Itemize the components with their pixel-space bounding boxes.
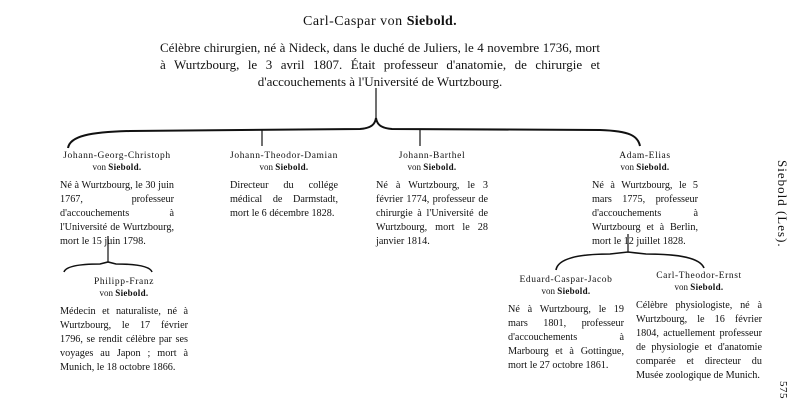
grandchild-von xyxy=(508,286,624,297)
root-person-description: Célèbre chirurgien, né à Nideck, dans le duché de Juliers, le 4 novembre 1736, mort à Wurtzbourg, le 3 avril 1807. Était professeur d'anatomie, de chirurgie et d'accouchements à l'Université de Wurtzbourg. xyxy=(160,40,600,89)
surname-text: Siebold. xyxy=(423,162,457,172)
von-text: von xyxy=(99,288,114,298)
grandchild-name: Carl-Theodor-Ernst xyxy=(656,271,742,281)
grandchild-description: Médecin et naturaliste, né à Wurtzbourg, le 17 février 1796, se rendit célèbre par ses voyages au Japon ; mort à Munich, le 18 octobre 1866. xyxy=(60,306,188,373)
grandchild-description: Célèbre physiologiste, né à Wurtzbourg, le 16 février 1804, actuellement professeur de physiologie et d'anatomie comparée et directeur du Musée zoologique de Munich. xyxy=(636,300,762,381)
grandchild-name: Philipp-Franz xyxy=(93,277,155,287)
grandchild-von xyxy=(636,282,762,293)
child-name: Johann-Theodor-Damian xyxy=(230,151,338,161)
von-text: von xyxy=(407,162,422,172)
child-von xyxy=(230,162,338,173)
von-text: von xyxy=(541,286,556,296)
grandchild-name: Eduard-Caspar-Jacob xyxy=(519,275,613,285)
child-von xyxy=(592,162,698,173)
child-johann-barthel xyxy=(376,150,488,249)
surname-text: Siebold. xyxy=(115,288,149,298)
child-adam-elias xyxy=(592,150,698,249)
child-von xyxy=(60,162,174,173)
side-running-title: Siebold (Les). xyxy=(775,160,790,248)
von-text: von xyxy=(620,162,635,172)
child-name: Adam-Elias xyxy=(619,151,671,161)
grandchild-carl-theodor-ernst xyxy=(636,270,762,383)
von-text: von xyxy=(92,162,107,172)
child-description: Né à Wurtzbourg, le 3 février 1774, professeur de chirurgie à l'Université de Wurtzbourg, mort le 28 janvier 1814. xyxy=(376,180,488,247)
child-name: Johann-Georg-Christoph xyxy=(63,151,171,161)
root-name-text: Carl-Caspar von xyxy=(303,14,403,29)
children-brace xyxy=(68,118,640,148)
philipp-brace xyxy=(64,262,152,272)
root-person-name xyxy=(0,14,760,30)
von-text: von xyxy=(259,162,274,172)
grandchild-description: Né à Wurtzbourg, le 19 mars 1801, professeur d'accouchements à Marbourg et à Gottingue, mort le 27 octobre 1861. xyxy=(508,304,624,371)
surname-text: Siebold. xyxy=(275,162,309,172)
child-description: Né à Wurtzbourg, le 5 mars 1775, professeur d'accouchements à Wurtzbourg et à Berlin, mort le 12 juillet 1828. xyxy=(592,180,698,247)
surname-text: Siebold. xyxy=(108,162,142,172)
grandchild-philipp-franz xyxy=(60,276,188,375)
root-surname-text: Siebold. xyxy=(406,14,457,29)
von-text: von xyxy=(674,282,689,292)
grandchild-eduard-caspar-jacob xyxy=(508,274,624,373)
child-von xyxy=(376,162,488,173)
surname-text: Siebold. xyxy=(690,282,724,292)
surname-text: Siebold. xyxy=(557,286,591,296)
child-name: Johann-Barthel xyxy=(398,151,466,161)
adam-grandchildren-brace xyxy=(556,252,704,270)
child-description: Né à Wurtzbourg, le 30 juin 1767, professeur d'accouchements à l'Université de Wurtzbourg, mort le 15 juin 1798. xyxy=(60,180,174,247)
child-johann-georg-christoph xyxy=(60,150,174,249)
page-number: 575 xyxy=(777,381,789,399)
child-johann-theodor-damian xyxy=(230,150,338,221)
child-description: Directeur du collége médical de Darmstadt, mort le 6 décembre 1828. xyxy=(230,180,338,219)
surname-text: Siebold. xyxy=(636,162,670,172)
grandchild-von xyxy=(60,288,188,299)
